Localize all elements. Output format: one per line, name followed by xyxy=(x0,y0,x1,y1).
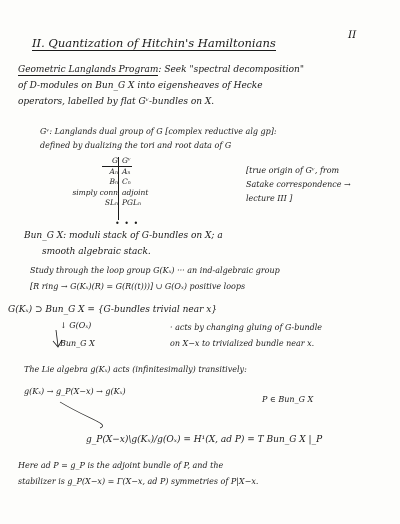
uniform-line-1: G(Kₓ) ⊃ Bun_G X = {G-bundles trivial near x} xyxy=(8,305,218,315)
lie-line-3: g_P(X−x)\g(Kₓ)/g(Oₓ) = H¹(X, ad P) = T Bun_G X |_P xyxy=(86,435,323,445)
table-cell: SLₙ xyxy=(104,198,118,207)
table-header-g: G xyxy=(112,156,118,165)
side-note-line-3: lecture III ] xyxy=(246,194,293,203)
page-title: II. Quantization of Hitchin's Hamiltonians xyxy=(32,36,276,50)
table-cell: simply conn xyxy=(72,187,118,197)
bun-line-4: [R ring → G(Kₓ)(R) = G(R((t)))] ∪ G(Oₓ) positive loops xyxy=(30,282,246,291)
dual-line-2: defined by dualizing the tori and root data of G xyxy=(40,141,232,150)
uniform-line-3-right: on X−x to trivialized bundle near x. xyxy=(170,339,315,348)
projection-arrow-line xyxy=(56,330,58,346)
lie-line-4: Here ad P = g_P is the adjoint bundle of P, and the xyxy=(18,461,224,470)
table-ellipsis: • • • xyxy=(115,219,140,228)
glp-line-2: of D-modules on Bun_G X into eigensheaves of Hecke xyxy=(18,81,263,91)
lie-line-2-left: g(Kₓ) → g_P(X−x) → g(Kₓ) xyxy=(24,387,126,396)
dual-group-table xyxy=(72,156,156,209)
lie-line-2-right: P ∈ Bun_G X xyxy=(262,395,314,404)
bun-line-2: smooth algebraic stack. xyxy=(42,247,151,257)
glp-label: Geometric Langlands Program xyxy=(18,65,159,75)
bun-line-1: Bun_G X: moduli stack of G-bundles on X; a xyxy=(24,231,223,241)
lie-line-1: The Lie algebra g(Kₓ) acts (infinitesimally) transitively: xyxy=(24,365,247,374)
table-row xyxy=(72,187,156,199)
side-note-line-1: [true origin of Gᵛ, from xyxy=(246,166,340,175)
page-number: II xyxy=(348,29,357,41)
glp-line-1-text: : Seek "spectral decomposition" xyxy=(158,65,304,75)
table-cell: Aₙ xyxy=(122,166,131,176)
table-header xyxy=(86,156,156,167)
table-row xyxy=(86,167,156,178)
table-row xyxy=(86,177,156,188)
table-divider-horizontal xyxy=(102,166,132,167)
lie-line-5: stabilizer is g_P(X−x) = Γ(X−x, ad P) symmetries of P|X−x. xyxy=(18,477,259,486)
bun-line-3: Study through the loop group G(Kₓ) ··· an ind-algebraic group xyxy=(30,266,280,275)
orbit-arrow xyxy=(60,402,103,428)
table-cell: adjoint xyxy=(122,187,149,197)
uniform-line-2-left: ↓ G(Oₓ) xyxy=(60,321,92,330)
table-cell: Aₙ xyxy=(109,166,118,176)
table-cell: PGLₙ xyxy=(122,198,142,207)
table-cell: Cₙ xyxy=(122,177,131,186)
glp-line-1 xyxy=(18,66,304,75)
side-note-line-2: Satake correspondence → xyxy=(246,180,351,189)
table-row xyxy=(86,198,156,209)
table-header-gdual: Gᵛ xyxy=(122,156,131,165)
uniform-line-3-left: Bun_G X xyxy=(60,339,95,348)
uniform-line-2-right: · acts by changing gluing of G-bundle xyxy=(170,323,323,332)
glp-line-3: operators, labelled by flat Gᵛ-bundles on X. xyxy=(18,97,215,107)
table-cell: Bₙ xyxy=(109,177,118,186)
dual-line-1: Gᵛ: Langlands dual group of G [complex reductive alg gp]: xyxy=(40,127,277,136)
